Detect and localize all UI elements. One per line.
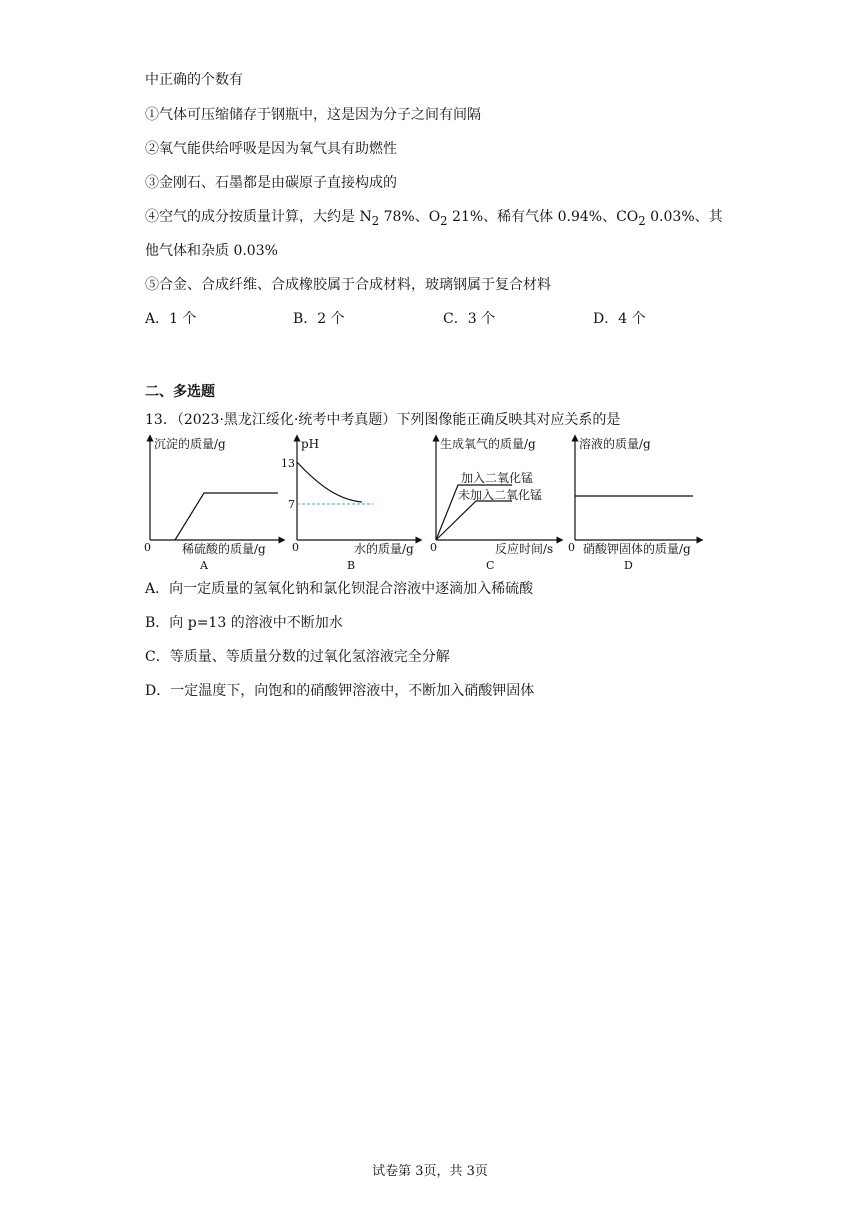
graph-a-origin: 0 bbox=[144, 541, 151, 554]
graph-c-xlabel: 反应时间/s bbox=[495, 542, 554, 556]
q13-graphs bbox=[140, 432, 710, 574]
graph-b-tick-13: 13 bbox=[281, 457, 295, 470]
statement-4-part-d: 0.03%、其 bbox=[645, 209, 723, 225]
statement-4-part-a: ④空气的成分按质量计算，大约是 N bbox=[145, 209, 372, 225]
statement-4-part-b: 78%、O bbox=[379, 209, 441, 225]
graph-c-curve-no-catalyst bbox=[436, 501, 512, 540]
q13-option-b: B．向 p=13 的溶液中不断加水 bbox=[145, 615, 343, 631]
statement-3: ③金刚石、石墨都是由碳原子直接构成的 bbox=[145, 175, 397, 191]
section-title: 二、多选题 bbox=[145, 384, 215, 400]
graph-c bbox=[430, 436, 560, 572]
graph-d-xlabel: 硝酸钾固体的质量/g bbox=[583, 542, 691, 556]
page-footer: 试卷第 3页，共 3页 bbox=[372, 1164, 488, 1179]
graph-d bbox=[568, 436, 700, 572]
option-b: B．2 个 bbox=[293, 311, 345, 327]
q13-option-d: D．一定温度下，向饱和的硝酸钾溶液中，不断加入硝酸钾固体 bbox=[145, 683, 535, 699]
graph-a-ylabel: 沉淀的质量/g bbox=[154, 437, 226, 451]
graph-d-origin: 0 bbox=[568, 541, 575, 554]
graph-c-origin: 0 bbox=[430, 541, 437, 554]
graph-c-letter: C bbox=[486, 559, 495, 572]
graph-b-letter: B bbox=[347, 559, 356, 572]
graph-b-curve bbox=[297, 462, 362, 502]
question-13-stem: 13．（2023·黑龙江绥化·统考中考真题）下列图像能正确反映其对应关系的是 bbox=[145, 412, 621, 428]
option-c: C．3 个 bbox=[443, 311, 496, 327]
graph-b-xlabel: 水的质量/g bbox=[354, 542, 414, 556]
graph-c-label-catalyst: 加入二氧化锰 bbox=[461, 471, 534, 485]
option-a: A．1 个 bbox=[145, 311, 197, 327]
graph-c-ylabel: 生成氧气的质量/g bbox=[440, 437, 536, 451]
subscript: 2 bbox=[638, 213, 646, 228]
graph-a-curve bbox=[175, 493, 278, 540]
graph-a-letter: A bbox=[200, 559, 208, 572]
statement-4 bbox=[145, 207, 723, 231]
statement-4-continued: 他气体和杂质 0.03% bbox=[145, 243, 278, 259]
graph-b bbox=[281, 437, 419, 572]
graph-b-origin: 0 bbox=[292, 541, 299, 554]
graph-b-tick-7: 7 bbox=[288, 498, 295, 511]
option-d: D．4 个 bbox=[593, 311, 646, 327]
graph-d-ylabel: 溶液的质量/g bbox=[579, 437, 651, 451]
statement-2: ②氧气能供给呼吸是因为氧气具有助燃性 bbox=[145, 141, 397, 157]
statement-1: ①气体可压缩储存于钢瓶中，这是因为分子之间有间隔 bbox=[145, 107, 481, 123]
graph-a bbox=[144, 436, 282, 572]
graph-a-xlabel: 稀硫酸的质量/g bbox=[182, 542, 266, 556]
q13-option-c: C．等质量、等质量分数的过氧化氢溶液完全分解 bbox=[145, 649, 450, 665]
subscript: 2 bbox=[440, 213, 448, 228]
text-line-1: 中正确的个数有 bbox=[145, 72, 243, 88]
graph-c-label-no-catalyst: 未加入二氧化锰 bbox=[458, 488, 543, 502]
subscript: 2 bbox=[371, 213, 380, 228]
graph-b-ylabel: pH bbox=[301, 437, 320, 451]
q13-option-a: A．向一定质量的氢氧化钠和氯化钡混合溶液中逐滴加入稀硫酸 bbox=[145, 581, 534, 597]
statement-4-part-c: 21%、稀有气体 0.94%、CO bbox=[447, 209, 639, 225]
statement-5: ⑤合金、合成纤维、合成橡胶属于合成材料，玻璃钢属于复合材料 bbox=[145, 277, 551, 293]
graph-d-letter: D bbox=[624, 559, 633, 572]
